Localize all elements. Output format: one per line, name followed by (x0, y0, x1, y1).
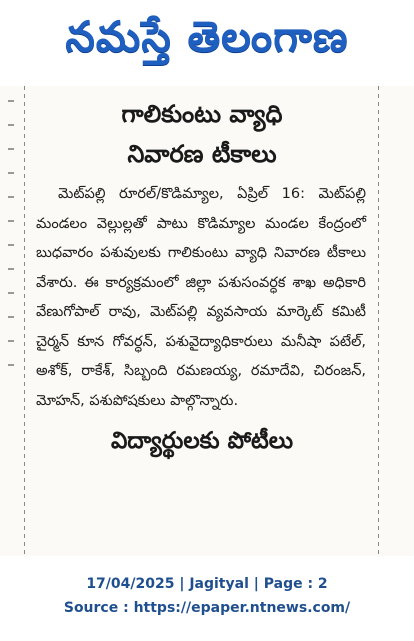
next-article-headline: విద్యార్థులకు పోటీలు (110, 428, 294, 454)
source-line: Source : https://epaper.ntnews.com/ (63, 600, 351, 616)
footer (0, 572, 414, 632)
newspaper-logo: నమస్తే తెలంగాణ (65, 12, 349, 61)
article-body: మెట్‌పల్లి రూరల్/కొడిమ్యాల, ఏప్రిల్ 16: మెట్‌పల్లి మండలం వెల్లుల్లతో పాటు కొడిమ్యాల మండల కేంద్రంలో బుధవారం పశువులకు గాలికుంటు వ్యాధి నివారణ టీకాలు వేశారు. ఈ కార్యక్రమంలో జిల్లా పశుసంవర్ధక శాఖ అధికారి వేణుగోపాల్ రావు, మెట్‌పల్లి వ్యవసాయ మార్కెట్ కమిటీ చైర్మన్ కూన గోవర్ధన్, పశువైద్యాధికారులు మనీషా పటేల్, అశోక్, రాకేశ్, సిబ్బంది రమణయ్య, రమాదేవి, చిరంజన్, మోహన్, పశుపోషకులు పాల్గొన్నారు. (36, 186, 366, 409)
article (30, 86, 374, 556)
headline-line-1: గాలికుంటు వ్యాధి (121, 100, 283, 128)
newspaper-clipping (0, 86, 414, 556)
column-divider-left (24, 86, 25, 556)
masthead (0, 0, 414, 74)
article-headline (30, 94, 374, 174)
column-divider-right (378, 86, 379, 556)
adjacent-column-right (384, 86, 414, 556)
adjacent-column-left (0, 86, 18, 556)
headline-line-2: నివారణ టీకాలు (127, 140, 277, 168)
publication-meta: 17/04/2025 | Jagityal | Page : 2 (86, 576, 328, 592)
